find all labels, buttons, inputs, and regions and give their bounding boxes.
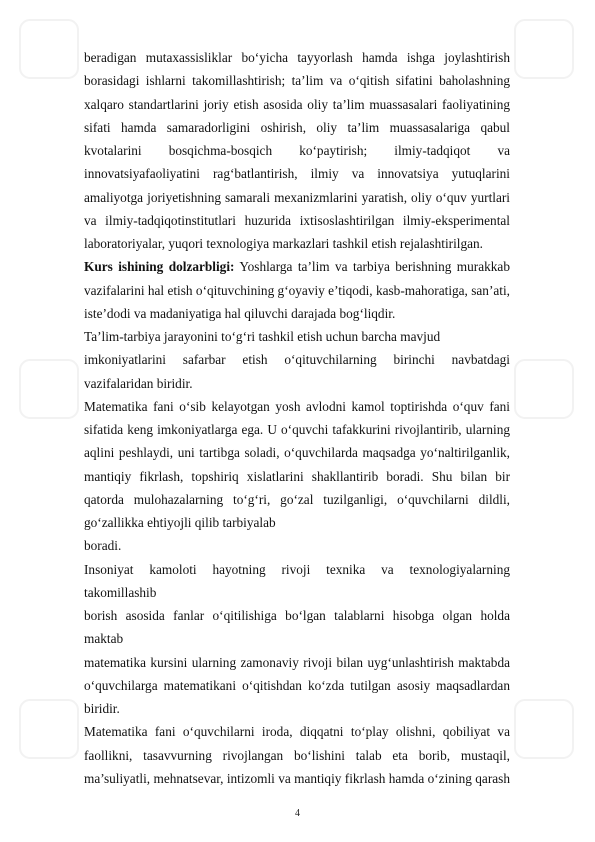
text-line-content: Ta’lim-tarbiya jarayonini to‘g‘ri tashkil etish uchun barcha mavjud: [84, 329, 441, 344]
text-line: [84, 93, 510, 116]
text-line: [84, 651, 510, 674]
text-line-content: innovatsiyafaoliyatini rag‘batlantirish, ilmiy va innovatsiya yutuqlarini: [84, 166, 510, 182]
text-line: [84, 720, 510, 743]
text-line-content: xalqaro standartlarini joriy etish asosida oliy ta’lim muassasalari faoliyatining: [84, 96, 510, 112]
document-body: [84, 46, 510, 790]
text-line-content: aqlini peshlaydi, uni tartibga soladi, o‘quvchilarda maqsadga yo‘naltirilganlik,: [84, 445, 510, 461]
text-line-content: beradigan mutaxassisliklar bo‘yicha tayyorlash hamda ishga joylashtirish: [84, 50, 510, 65]
text-line-content: sifatida keng imkoniyatlarga ega. U o‘quvchi tafakkurini rivojlantirib, ularning: [84, 422, 510, 437]
text-line-content: qatorda mulohazalarning to‘g‘ri, go‘zal tuzilganligi, o‘quvchilarni dildli,: [84, 491, 510, 507]
text-line: [84, 558, 510, 605]
text-line-content: sifati hamda samaradorligini oshirish, oliy ta’lim muassasalariga qabul: [84, 119, 510, 135]
text-line-content: o‘quvchilarga matematikani o‘qitishdan ko‘zda tutilgan asosiy maqsadlardan: [84, 677, 510, 693]
text-line-content: faollikni, tasavvurning rivojlangan bo‘lishini talab eta borib, mustaqil,: [84, 747, 510, 763]
text-line: [84, 116, 510, 139]
text-line: [84, 209, 510, 232]
page-number: 4: [295, 808, 300, 819]
text-line: [84, 511, 510, 534]
text-line: [84, 395, 510, 418]
text-line: [84, 441, 510, 464]
text-line: [84, 744, 510, 767]
text-line: [84, 302, 510, 325]
text-line: [84, 325, 510, 348]
text-line: [84, 46, 510, 69]
text-line: [84, 488, 510, 511]
text-line-content: vazifalaridan biridir.: [84, 375, 193, 391]
text-line: [84, 465, 510, 488]
text-line-content: borish asosida fanlar o‘qitilishiga bo‘lgan talablarni hisobga olgan holda maktab: [84, 608, 510, 647]
text-line: [84, 674, 510, 697]
text-line: [84, 139, 510, 162]
text-line-content: kvotalarini bosqichma-bosqich ko‘paytirish; ilmiy-tadqiqot va: [84, 143, 510, 158]
text-line: [84, 372, 510, 395]
text-line-content: borasidagi ishlarni takomillashtirish; ta’lim va o‘qitish sifatini baholashning: [84, 73, 510, 89]
text-line-content: Matematika fani o‘sib kelayotgan yosh avlodni kamol toptirishda o‘quv fani: [84, 398, 510, 414]
text-line-content: vazifalarini hal etish o‘qituvchining g‘oyaviy e’tiqodi, kasb-mahoratiga, san’ati,: [84, 282, 510, 298]
text-line: [84, 604, 510, 651]
text-line: [84, 279, 510, 302]
text-line: [84, 69, 510, 92]
text-line: [84, 232, 510, 255]
text-line: [84, 186, 510, 209]
text-line: [84, 418, 510, 441]
text-line-content: va ilmiy-tadqiqotinstitutlari huzurida ixtisoslashtirilgan ilmiy-eksperimental: [84, 212, 510, 228]
text-line: [84, 697, 510, 720]
text-line-content: ma’suliyatli, mehnatsevar, intizomli va mantiqiy fikrlash hamda o‘zining qarash: [84, 770, 510, 786]
text-line: [84, 767, 510, 790]
text-line-content: matematika kursini ularning zamonaviy rivoji bilan uyg‘unlashtirish maktabda: [84, 654, 510, 670]
text-line-content: Insoniyat kamoloti hayotning rivoji texnika va texnologiyalarning takomillashib: [84, 561, 510, 600]
text-line-content: laboratoriyalar, yuqori texnologiya markazlari tashkil etish rejalashtirilgan.: [84, 236, 483, 251]
text-line: [84, 255, 510, 278]
text-line: [84, 162, 510, 185]
text-line-content: biridir.: [84, 701, 120, 716]
text-line: [84, 534, 510, 557]
text-line-content: Matematika fani o‘quvchilarni iroda, diqqatni to‘play olishni, qobiliyat va: [84, 724, 510, 740]
text-line-content: Yoshlarga ta’lim va tarbiya berishning murakkab: [239, 259, 510, 275]
text-line-content: mantiqiy fikrlash, topshiriq xislatlarini shakllantirib boradi. Shu bilan bir: [84, 468, 510, 484]
text-line-content: iste’dodi va madaniyatiga hal qiluvchi darajada bog‘liqdir.: [84, 305, 396, 321]
text-line-content: boradi.: [84, 538, 122, 554]
text-line-content: imkoniyatlarini safarbar etish o‘qituvchilarning birinchi navbatdagi: [84, 352, 510, 368]
section-label: Kurs ishining dolzarbligi:: [84, 259, 235, 275]
text-line-content: go‘zallikka ehtiyojli qilib tarbiyalab: [84, 515, 276, 530]
text-line-content: amaliyotga joriyetishning samarali mexanizmlarini yaratish, oliy o‘quv yurtlari: [84, 189, 510, 205]
text-line: [84, 348, 510, 371]
